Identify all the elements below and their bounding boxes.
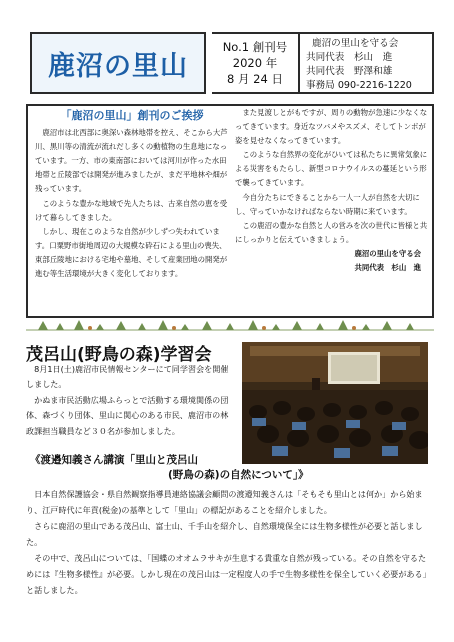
greeting-signature-rep: 共同代表 杉山 進 <box>354 263 421 273</box>
newsletter-title: 鹿沼の里山 <box>48 50 188 82</box>
article-body-paragraph: その中で、茂呂山については、「国蝶のオオムラサキが生息する貴重な自然が残っている。その自然を守るためには『生物多様性』が必要。しかし現在の茂呂山は一定程度人の手で生物多様性を保全していく必要がある」と話しました。 <box>26 553 427 595</box>
article-body <box>26 486 430 598</box>
issue-year: 2020 年 <box>232 56 278 70</box>
forest-divider-illustration <box>26 318 434 332</box>
org-office: 事務局 090-2216-1220 <box>306 80 412 91</box>
article-body-paragraph: さらに鹿沼の里山である茂呂山、富士山、千手山を紹介し、自然環境保全には生物多様性が必要と話しました。 <box>26 521 423 547</box>
issue-date: 8 月 24 日 <box>227 72 283 86</box>
issue-info <box>212 32 300 94</box>
article-intro-paragraph: 8月1日(土)鹿沼市民情報センターにて同学習会を開催しました。 <box>26 364 229 390</box>
lecture-subheading-line-2: (野鳥の森)の自然について」》 <box>168 469 309 481</box>
organization-info <box>300 32 434 94</box>
greeting-paragraph: 今自分たちにできることから一人一人が自然を大切にし、守っていかなければならない時期に来ています。 <box>235 192 420 216</box>
greeting-paragraph: この鹿沼の豊かな自然と人の営みを次の世代に皆様と共にしっかりと伝えていきましょう。 <box>235 220 428 244</box>
greeting-paragraph: このような豊かな地域で先人たちは、古来自然の恵を受けて暮らしてきました。 <box>35 198 228 222</box>
greeting-box <box>26 104 434 318</box>
org-rep-2: 共同代表 野澤和雄 <box>306 66 393 77</box>
lecture-subheading-line-1: 《渡邉知義さん講演「里山と茂呂山 <box>30 454 198 466</box>
greeting-column-2 <box>235 106 429 275</box>
article-body-paragraph: 日本自然保護協会・県自然観察指導員連絡協議会顧問の渡邉知義さんは「そもそも里山とは何か」から始まり、江戸時代に年貢(税金)の基準として「里山」の標記があることを紹介しました。 <box>26 489 423 515</box>
greeting-title: 「鹿沼の里山」創刊のご挨拶 <box>60 109 204 122</box>
lecture-photo <box>242 342 428 464</box>
issue-number: No.1 創刊号 <box>222 40 288 54</box>
greeting-paragraph: 鹿沼市は北西部に奥深い森林地帯を控え、そこから大芦川、黒川等の清流が流れだし多くの動植物の生息地になっています。一方、市の東南部においては河川が作った水田地帯と丘陵部では開発が進みましたが、まだ平地林や畑が残っています。 <box>35 128 228 194</box>
newsletter-title-box <box>30 32 206 94</box>
greeting-signature-org: 鹿沼の里山を守る会 <box>354 248 421 258</box>
masthead <box>30 32 434 94</box>
greeting-column-1 <box>35 106 229 281</box>
greeting-paragraph: このような自然界の変化がひいては私たちに異常気象による災害をもたらし、新型コロナウイルスの蔓延という形で襲ってきています。 <box>235 150 428 188</box>
greeting-paragraph: また見渡しとがもですが、周りの動物が急速に少なくなってきています。身近なツバメやスズメ、そしてトンボが姿を見せなくなってきています。 <box>235 108 428 146</box>
article-intro <box>26 362 233 439</box>
article-intro-paragraph: かぬま市民活動広場ふらっとで活動する環境関係の団体、森づくり団体、里山に関心のある市民、鹿沼市の林政課担当職員など３０名が参加しました。 <box>26 394 229 436</box>
org-name: 鹿沼の里山を守る会 <box>312 38 399 49</box>
org-rep-1: 共同代表 杉山 進 <box>306 52 393 63</box>
article-heading: 茂呂山(野鳥の森)学習会 <box>26 345 212 365</box>
lecture-subheading <box>30 453 309 483</box>
greeting-paragraph: しかし、現在このような自然が少しずつ失われています。口粟野市街地周辺の大規模な砕石による里山の喪失、東部丘陵地における宅地や墓地、そして産業団地の開発が進む等生活環境が大きく変化しております。 <box>35 226 228 279</box>
